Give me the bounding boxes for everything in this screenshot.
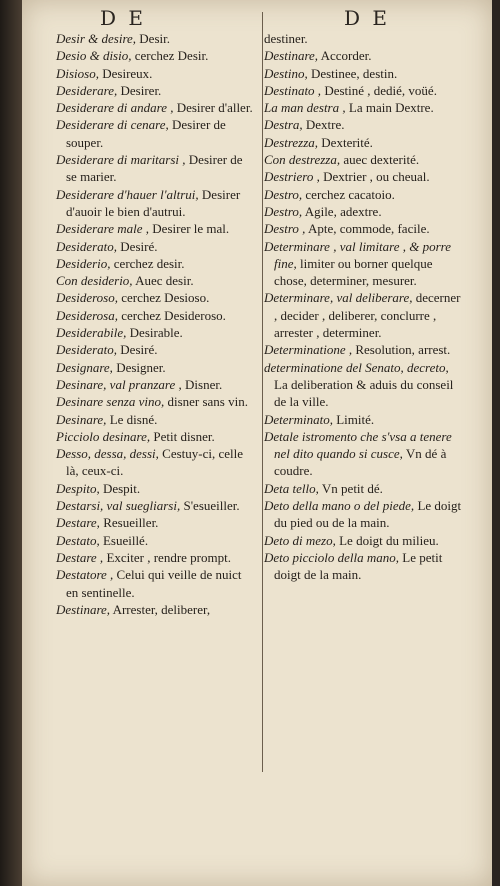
dictionary-entry	[56, 376, 254, 393]
entry-headword: Desiderato,	[56, 342, 118, 358]
entry-definition: Dextre.	[302, 117, 345, 133]
left-column	[56, 30, 254, 618]
entry-definition: Desirable.	[126, 325, 183, 341]
dictionary-entry	[264, 151, 462, 168]
entry-headword: Determinare , val limitare , & porre fine,	[264, 238, 452, 271]
entry-headword: Destro,	[264, 203, 303, 219]
entry-definition: Destinee, destin.	[307, 65, 398, 81]
dictionary-entry	[56, 532, 254, 549]
dictionary-entry	[264, 480, 462, 497]
dictionary-entry	[264, 65, 462, 82]
entry-headword: Deta tello,	[264, 480, 319, 496]
dictionary-entry	[56, 99, 254, 116]
entry-definition: Desireux.	[98, 65, 153, 81]
dictionary-entry	[264, 99, 462, 116]
entry-headword: Con destrezza,	[264, 152, 341, 168]
entry-definition: Disner.	[181, 376, 223, 392]
entry-headword: Destato,	[56, 532, 100, 548]
entry-headword: Destro ,	[264, 221, 306, 237]
dictionary-entry	[56, 307, 254, 324]
dictionary-entry	[264, 168, 462, 185]
entry-headword: Desiderare di maritarsi ,	[56, 152, 186, 168]
entry-headword: Picciolo desinare,	[56, 428, 151, 444]
entry-definition: Vn petit dé.	[318, 480, 383, 496]
entry-definition: cerchez desir.	[110, 255, 185, 271]
header-right: D E	[344, 6, 390, 30]
dictionary-entry	[56, 82, 254, 99]
entry-headword: Designare,	[56, 359, 113, 375]
entry-headword: La man destra ,	[264, 100, 346, 116]
dictionary-entry	[264, 411, 462, 428]
entry-definition: Accorder.	[318, 48, 372, 64]
entry-headword: Desiderare d'hauer l'altrui,	[56, 186, 199, 202]
entry-definition: Despit.	[99, 480, 141, 496]
entry-definition: Desiré.	[117, 342, 158, 358]
entry-headword: Destrezza,	[264, 134, 319, 150]
dictionary-entry	[264, 134, 462, 151]
entry-headword: Deto di mezo,	[264, 532, 336, 548]
entry-definition: Arrester, deliberer,	[110, 601, 211, 617]
dictionary-entry	[56, 186, 254, 221]
entry-definition: auec dexterité.	[340, 152, 420, 168]
dictionary-entry	[264, 220, 462, 237]
dictionary-entry	[56, 549, 254, 566]
dictionary-entry	[56, 324, 254, 341]
entry-definition: Cestuy-ci, celle là, ceux-ci.	[66, 446, 244, 479]
entry-definition: Desirer d'auoir le bien d'autrui.	[66, 186, 241, 219]
entry-definition: limiter ou borner quelque chose, determiner, mesurer.	[274, 255, 433, 289]
dictionary-entry	[264, 47, 462, 64]
entry-definition: Dextrier , ou cheual.	[319, 169, 430, 185]
dictionary-entry	[56, 480, 254, 497]
dictionary-entry	[56, 514, 254, 531]
entry-headword: Desiderare,	[56, 82, 118, 98]
entry-headword: Desiderato,	[56, 238, 118, 254]
entry-headword: Desir & desire,	[56, 31, 137, 46]
entry-headword: Desideroso,	[56, 290, 118, 306]
dictionary-entry	[56, 601, 254, 618]
dictionary-entry	[56, 393, 254, 410]
entry-definition: Desirer.	[117, 82, 162, 98]
dictionary-entry	[56, 65, 254, 82]
entry-headword: Desiderare di cenare,	[56, 117, 169, 133]
dictionary-entry	[264, 30, 462, 47]
entry-definition: Petit disner.	[150, 428, 215, 444]
entry-definition: Resueiller.	[99, 515, 159, 531]
entry-definition: Dexterité.	[318, 134, 373, 150]
entry-definition: cerchez Desir.	[131, 48, 209, 64]
entry-headword: Detale istromento che s'vsa a tenere nel dito quando si cusce,	[264, 428, 452, 462]
entry-definition: Celui qui veille de nuict en sentinelle.	[66, 567, 242, 600]
dictionary-entry	[264, 203, 462, 220]
entry-headword: Desiderare di andare ,	[56, 100, 174, 116]
entry-definition: Apte, commode, facile.	[305, 221, 430, 237]
dictionary-entry	[56, 272, 254, 289]
dictionary-entry	[56, 428, 254, 445]
entry-headword: Destino,	[264, 65, 308, 81]
entry-headword: Desso, dessa, dessi,	[56, 446, 159, 462]
entry-definition: Desirer le mal.	[149, 221, 230, 237]
dictionary-entry	[56, 445, 254, 480]
entry-headword: Disioso,	[56, 65, 99, 81]
entry-definition: cerchez Desioso.	[118, 290, 210, 306]
entry-definition: La main Dextre.	[345, 100, 434, 116]
dictionary-entry	[264, 428, 462, 480]
entry-headword: Desio & disio,	[56, 48, 132, 64]
dictionary-entry	[56, 151, 254, 186]
dictionary-entry	[56, 359, 254, 376]
entry-definition: Desirer de se marier.	[66, 152, 243, 185]
entry-definition: Le disné.	[106, 411, 158, 427]
dictionary-entry	[264, 186, 462, 203]
dictionary-entry	[56, 30, 254, 47]
entry-headword: Determinatione ,	[264, 342, 353, 358]
dictionary-entry	[56, 220, 254, 237]
entry-headword: Determinare, val deliberare,	[264, 290, 413, 306]
dictionary-entry	[264, 532, 462, 549]
entry-definition: Le doigt du milieu.	[335, 532, 439, 548]
entry-headword: Destro,	[264, 186, 303, 202]
dictionary-page	[22, 0, 492, 886]
entry-definition: Vn dé à coudre.	[274, 446, 447, 479]
entry-headword: Con desiderio,	[56, 273, 133, 289]
entry-definition: Desirer d'aller.	[173, 100, 253, 116]
entry-definition: S'esueiller.	[180, 498, 240, 514]
dictionary-entry	[56, 341, 254, 358]
dictionary-entry	[56, 411, 254, 428]
entry-headword: Destinare,	[56, 601, 111, 617]
entry-definition: La deliberation & aduis du conseil de la ville.	[274, 376, 454, 410]
dictionary-entry	[264, 549, 462, 584]
dictionary-entry	[264, 238, 462, 290]
entry-definition: Esueillé.	[99, 532, 149, 548]
entry-headword: Destare ,	[56, 549, 104, 565]
entry-definition: Designer.	[112, 359, 166, 375]
entry-headword: Destriero ,	[264, 169, 320, 185]
entry-definition: Exciter , rendre prompt.	[103, 549, 231, 565]
entry-definition: Limité.	[332, 411, 375, 427]
entry-headword: Deto della mano o del piede,	[264, 498, 415, 514]
entry-headword: Destatore ,	[56, 567, 114, 583]
entry-headword: Determinato,	[264, 411, 333, 427]
entry-definition: Le doigt du pied ou de la main.	[274, 498, 462, 531]
entry-definition: Desir.	[136, 31, 170, 46]
entry-definition: Agile, adextre.	[302, 203, 382, 219]
entry-headword: Destra,	[264, 117, 303, 133]
entry-definition: Resolution, arrest.	[352, 342, 451, 358]
entry-headword: determinatione del Senato, decreto,	[264, 359, 449, 375]
dictionary-entry	[264, 82, 462, 99]
entry-definition: Auec desir.	[132, 273, 194, 289]
entry-headword: Desinare senza vino,	[56, 394, 165, 410]
dictionary-entry	[56, 47, 254, 64]
dictionary-entry	[264, 116, 462, 133]
entry-definition: Desirer de souper.	[66, 117, 226, 150]
column-divider	[262, 12, 263, 772]
entry-headword: Destarsi, val suegliarsi,	[56, 498, 181, 514]
entry-definition: destiner.	[264, 31, 308, 46]
entry-definition: decerner , decider , deliberer, conclurre , arrester , determiner.	[274, 290, 461, 341]
entry-definition: cerchez cacatoio.	[302, 186, 395, 202]
dictionary-entry	[56, 238, 254, 255]
dictionary-entry	[56, 497, 254, 514]
entry-headword: Desiderio,	[56, 255, 111, 271]
entry-definition: Destiné , dedié, voüé.	[321, 82, 437, 98]
entry-headword: Desinare, val pranzare ,	[56, 376, 182, 392]
book-spine-shadow	[0, 0, 22, 886]
dictionary-entry	[264, 497, 462, 532]
entry-headword: Desiderare male ,	[56, 221, 150, 237]
dictionary-entry	[264, 359, 462, 411]
entry-headword: Destinare,	[264, 48, 319, 64]
right-column	[264, 30, 462, 584]
dictionary-entry	[264, 289, 462, 341]
entry-headword: Desinare,	[56, 411, 107, 427]
dictionary-entry	[56, 289, 254, 306]
entry-headword: Destare,	[56, 515, 100, 531]
dictionary-entry	[56, 116, 254, 151]
header-left: D E	[100, 6, 146, 30]
entry-headword: Deto picciolo della mano,	[264, 549, 400, 565]
entry-definition: Le petit doigt de la main.	[274, 549, 443, 583]
dictionary-entry	[56, 255, 254, 272]
entry-headword: Despito,	[56, 480, 100, 496]
entry-definition: Desiré.	[117, 238, 158, 254]
entry-definition: disner sans vin.	[164, 394, 248, 410]
dictionary-entry	[264, 341, 462, 358]
running-header	[22, 6, 492, 30]
entry-headword: Desiderabile,	[56, 325, 127, 341]
entry-definition: cerchez Desideroso.	[118, 307, 226, 323]
entry-headword: Desiderosa,	[56, 307, 118, 323]
dictionary-entry	[56, 566, 254, 601]
entry-headword: Destinato ,	[264, 82, 322, 98]
